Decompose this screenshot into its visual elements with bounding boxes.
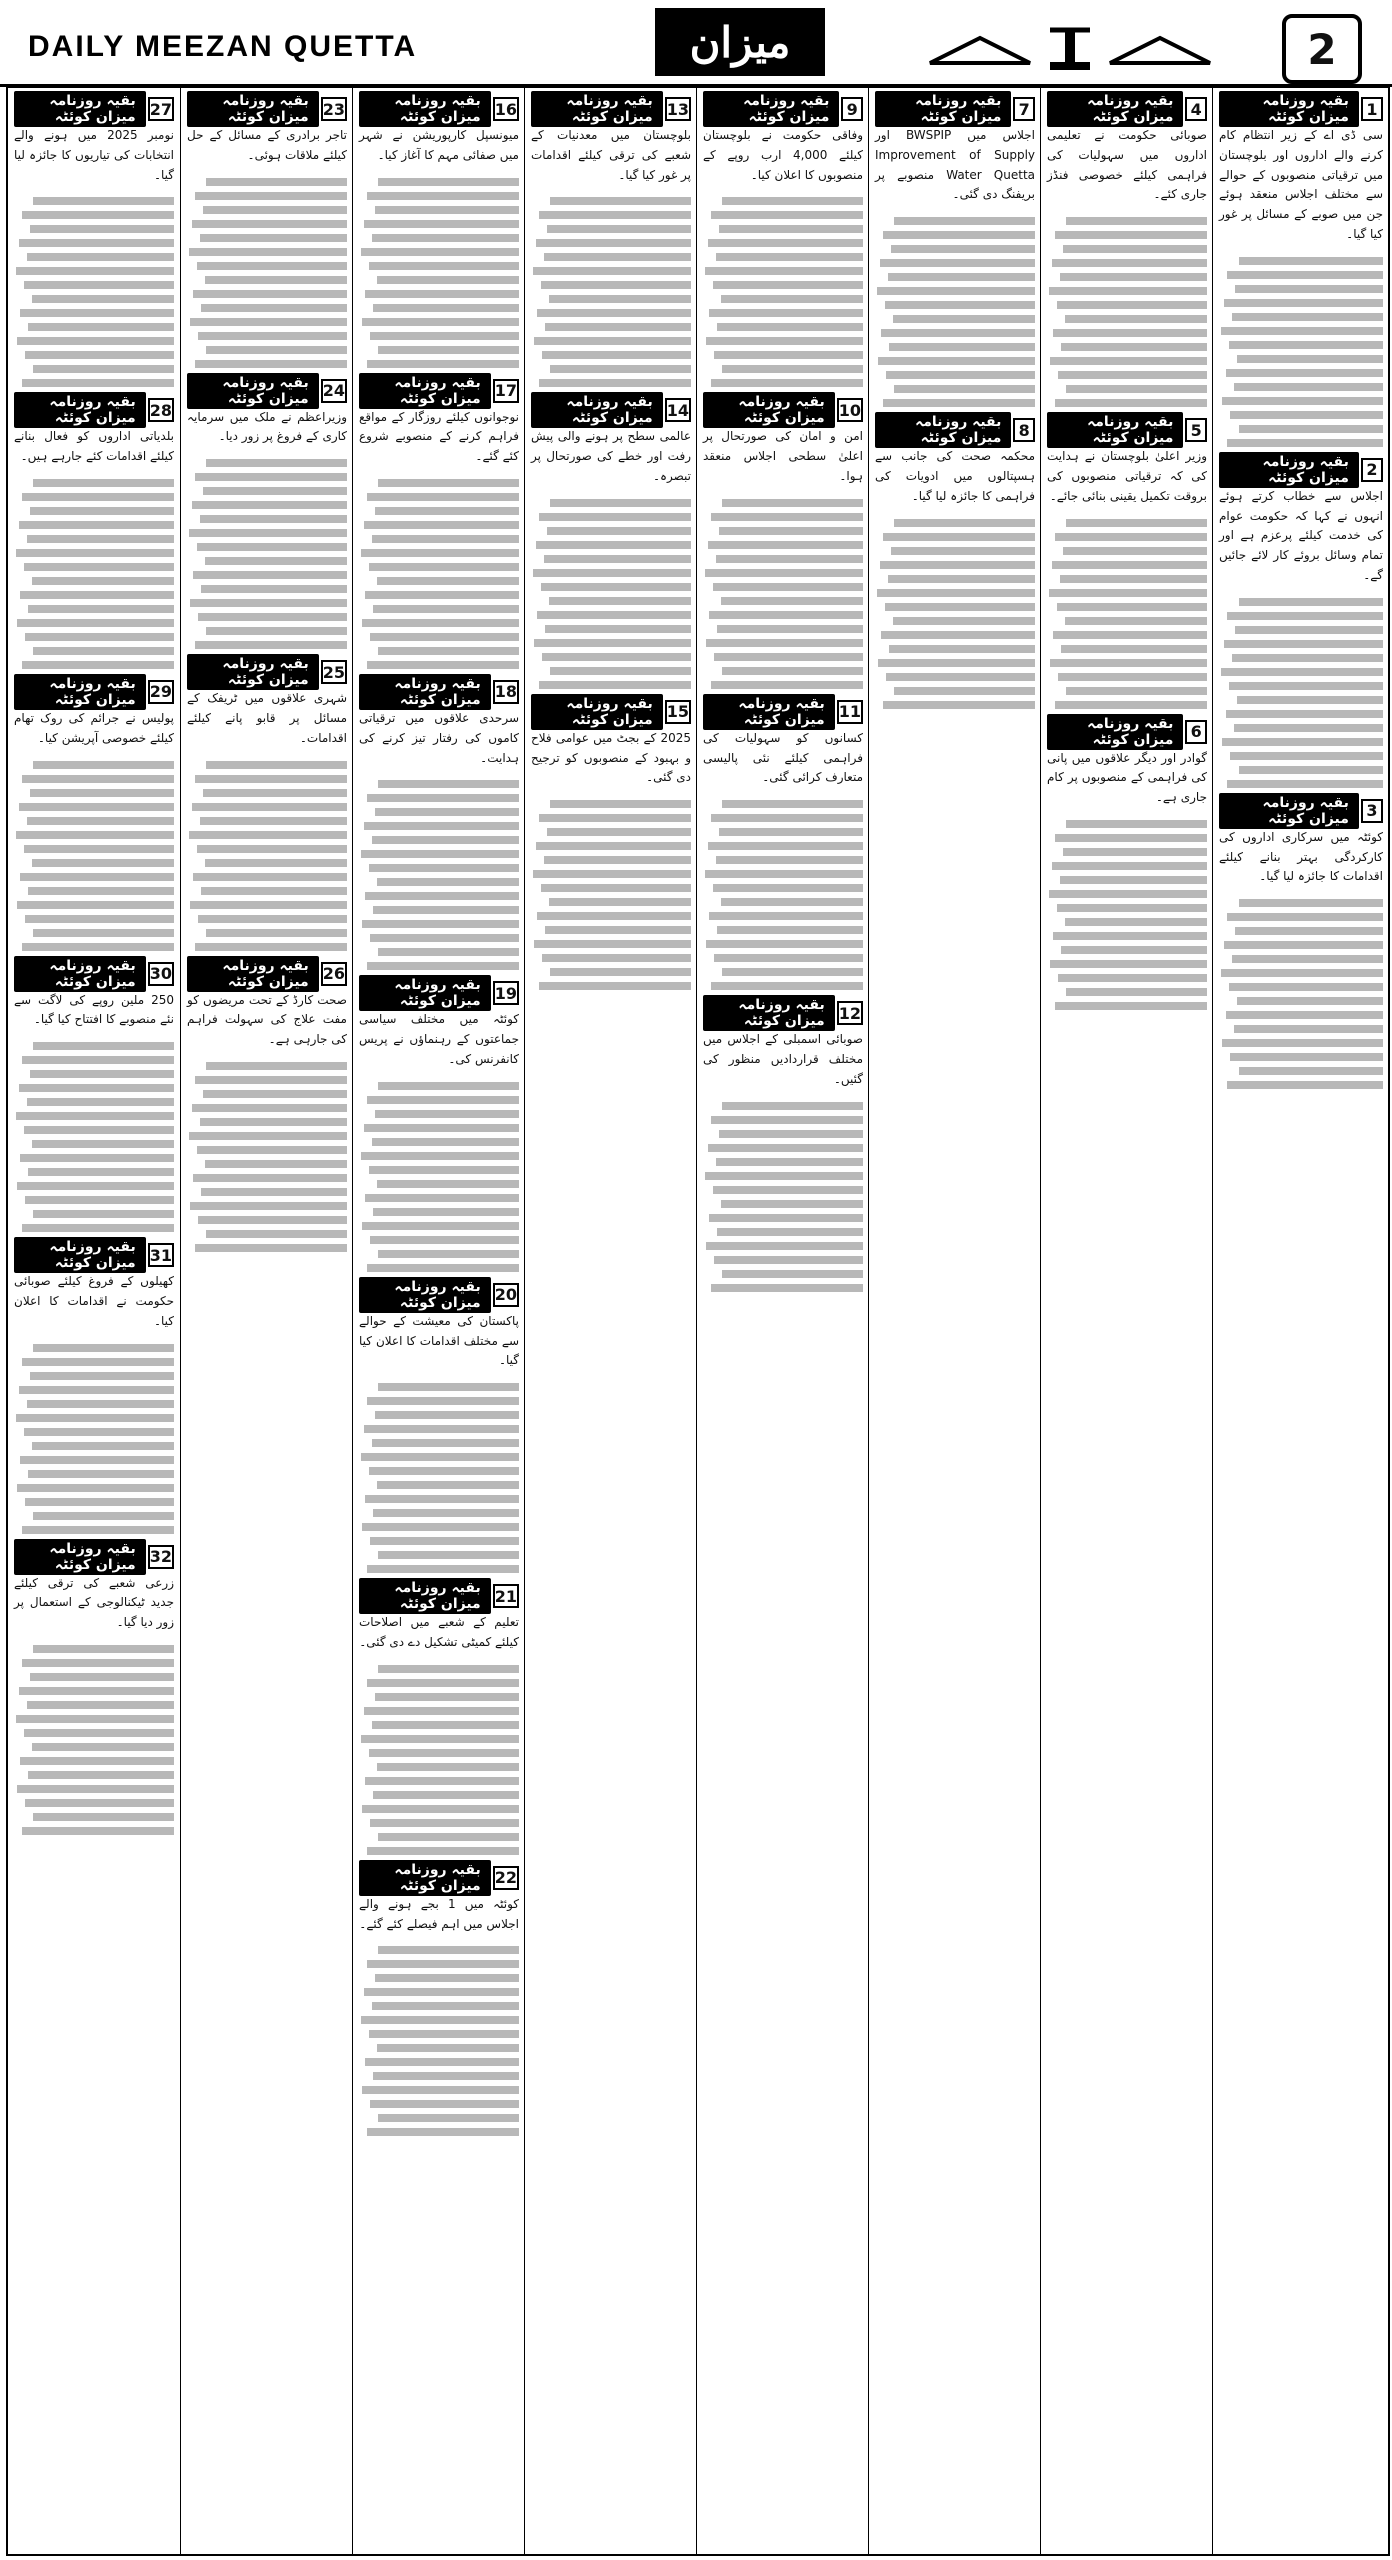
story-body-lines: [703, 499, 863, 689]
story-number: 5: [1185, 418, 1207, 442]
story-number: 29: [148, 680, 174, 704]
story-kicker: [1219, 453, 1383, 486]
kicker-label: بقیہ روزنامہ میزان کوئٹہ: [187, 654, 319, 690]
column-3: [352, 88, 525, 2554]
story-text: بلوچستان میں معدنیات کے شعبے کی ترقی کیلئے اقدامات پر غور کیا گیا۔: [531, 128, 691, 182]
story-text: وزیر اعلیٰ بلوچستان نے ہدایت کی کہ ترقیاتی منصوبوں کی بروقت تکمیل یقینی بنائی جائے۔: [1047, 449, 1207, 503]
story-body-lines: [703, 1102, 863, 1292]
story-kicker: [359, 374, 519, 407]
story-body-lines: [1219, 899, 1383, 1089]
story-number: 28: [148, 398, 174, 422]
story-number: 15: [665, 700, 691, 724]
kicker-label: بقیہ روزنامہ میزان کوئٹہ: [187, 956, 319, 992]
story-body-lines: [14, 1344, 174, 1534]
story-body-lines: [703, 800, 863, 990]
story-kicker: [703, 394, 863, 427]
story-kicker: [1047, 93, 1207, 125]
kicker-label: بقیہ روزنامہ میزان کوئٹہ: [14, 674, 146, 710]
story-number: 20: [493, 1283, 519, 1307]
story-kicker: [875, 93, 1035, 125]
kicker-label: بقیہ روزنامہ میزان کوئٹہ: [359, 674, 491, 710]
kicker-label: بقیہ روزنامہ میزان کوئٹہ: [187, 373, 319, 409]
kicker-label: بقیہ روزنامہ میزان کوئٹہ: [359, 1277, 491, 1313]
story-body-lines: [14, 1645, 174, 1835]
newspaper-logo: میزان: [655, 8, 825, 76]
story-number: 4: [1185, 97, 1207, 121]
story-kicker: [1047, 715, 1207, 748]
story-kicker: [187, 93, 347, 125]
kicker-label: بقیہ روزنامہ میزان کوئٹہ: [359, 91, 491, 127]
story-kicker: [1219, 93, 1383, 125]
story-body-lines: [187, 761, 347, 951]
story-body-lines: [359, 1082, 519, 1272]
column-2: [180, 88, 353, 2554]
story-body-lines: [875, 217, 1035, 407]
story-kicker: [531, 394, 691, 427]
kicker-label: بقیہ روزنامہ میزان کوئٹہ: [359, 1578, 491, 1614]
kicker-label: بقیہ روزنامہ میزان کوئٹہ: [531, 91, 663, 127]
story-number: 21: [493, 1584, 519, 1608]
story-text: کھیلوں کے فروغ کیلئے صوبائی حکومت نے اقدامات کا اعلان کیا۔: [14, 1274, 174, 1328]
story-text: اجلاس میں BWSPIP اور Improvement of Supply Water Quetta منصوبے پر بریفنگ دی گئی۔: [875, 128, 1035, 202]
kicker-label: بقیہ روزنامہ میزان کوئٹہ: [703, 694, 835, 730]
story-kicker: [14, 1540, 174, 1573]
kicker-label: بقیہ روزنامہ میزان کوئٹہ: [875, 412, 1011, 448]
kicker-label: بقیہ روزنامہ میزان کوئٹہ: [14, 1237, 146, 1273]
story-text: صوبائی اسمبلی کے اجلاس میں مختلف قراردادیں منظور کی گئیں۔: [703, 1032, 863, 1086]
story-kicker: [703, 93, 863, 125]
story-text: پولیس نے جرائم کی روک تھام کیلئے خصوصی آپریشن کیا۔: [14, 710, 174, 745]
story-kicker: [703, 695, 863, 728]
story-body-lines: [1219, 598, 1383, 788]
story-body-lines: [187, 459, 347, 649]
story-body-lines: [359, 178, 519, 368]
story-number: 25: [321, 660, 347, 684]
story-kicker: [14, 957, 174, 990]
story-text: صحت کارڈ کے تحت مریضوں کو مفت علاج کی سہولت فراہم کی جارہی ہے۔: [187, 992, 347, 1047]
story-body-lines: [531, 800, 691, 990]
column-4: [524, 88, 697, 2554]
story-number: 10: [837, 398, 863, 422]
story-text: بلدیاتی اداروں کو فعال بنانے کیلئے اقدامات کئے جارہے ہیں۔: [14, 429, 174, 464]
story-kicker: [14, 675, 174, 708]
kicker-label: بقیہ روزنامہ میزان کوئٹہ: [359, 373, 491, 409]
story-body-lines: [359, 479, 519, 669]
story-number: 18: [493, 680, 519, 704]
kicker-label: بقیہ روزنامہ میزان کوئٹہ: [1047, 412, 1183, 448]
kicker-label: بقیہ روزنامہ میزان کوئٹہ: [14, 1539, 146, 1575]
story-text: نوجوانوں کیلئے روزگار کے مواقع فراہم کرنے کے منصوبے شروع کئے گئے۔: [359, 409, 519, 464]
story-kicker: [187, 957, 347, 990]
kicker-label: بقیہ روزنامہ میزان کوئٹہ: [1219, 452, 1359, 488]
story-text: امن و امان کی صورتحال پر اعلیٰ سطحی اجلاس منعقد ہوا۔: [703, 429, 863, 483]
story-number: 11: [837, 700, 863, 724]
kicker-label: بقیہ روزنامہ میزان کوئٹہ: [1047, 714, 1183, 750]
story-body-lines: [1047, 217, 1207, 407]
kicker-label: بقیہ روزنامہ میزان کوئٹہ: [703, 995, 835, 1031]
story-text: کوئٹہ میں سرکاری اداروں کی کارکردگی بہتر بنانے کیلئے اقدامات کا جائزہ لیا گیا۔: [1219, 829, 1383, 884]
story-number: 32: [148, 1545, 174, 1569]
page-number: 2: [1282, 14, 1362, 84]
story-body-lines: [875, 519, 1035, 709]
story-number: 19: [493, 981, 519, 1005]
story-body-lines: [1047, 820, 1207, 1010]
kicker-label: بقیہ روزنامہ میزان کوئٹہ: [14, 392, 146, 428]
story-text: کسانوں کو سہولیات کی فراہمی کیلئے نئی پالیسی متعارف کرائی گئی۔: [703, 730, 863, 785]
balance-scale-icon: [900, 18, 1240, 74]
kicker-label: بقیہ روزنامہ میزان کوئٹہ: [1219, 91, 1359, 127]
story-kicker: [14, 394, 174, 427]
story-number: 16: [493, 97, 519, 121]
kicker-label: بقیہ روزنامہ میزان کوئٹہ: [875, 91, 1011, 127]
story-kicker: [875, 414, 1035, 447]
story-kicker: [359, 977, 519, 1010]
kicker-label: بقیہ روزنامہ میزان کوئٹہ: [14, 91, 146, 127]
kicker-label: بقیہ روزنامہ میزان کوئٹہ: [187, 91, 319, 127]
story-text: عالمی سطح پر ہونے والی پیش رفت اور خطے کی صورتحال پر تبصرہ۔: [531, 429, 691, 483]
story-text: تاجر برادری کے مسائل کے حل کیلئے ملاقات ہوئی۔: [187, 128, 347, 162]
story-body-lines: [187, 178, 347, 368]
story-kicker: [531, 93, 691, 125]
kicker-label: بقیہ روزنامہ میزان کوئٹہ: [359, 1860, 491, 1896]
story-body-lines: [1047, 519, 1207, 709]
masthead: [0, 0, 1392, 87]
story-number: 31: [148, 1243, 174, 1267]
story-text: میونسپل کارپوریشن نے شہر میں صفائی مہم کا آغاز کیا۔: [359, 128, 519, 162]
story-text: گوادر اور دیگر علاقوں میں پانی کی فراہمی کے منصوبوں پر کام جاری ہے۔: [1047, 750, 1207, 805]
story-text: 250 ملین روپے کی لاگت سے نئے منصوبے کا افتتاح کیا گیا۔: [14, 992, 174, 1027]
story-number: 17: [493, 379, 519, 403]
newspaper-sheet: [6, 86, 1390, 2556]
story-text: شہری علاقوں میں ٹریفک کے مسائل پر قابو پانے کیلئے اقدامات۔: [187, 691, 347, 745]
story-text: زرعی شعبے کی ترقی کیلئے جدید ٹیکنالوجی کے استعمال پر زور دیا گیا۔: [14, 1575, 174, 1630]
story-body-lines: [1219, 257, 1383, 447]
story-text: کوئٹہ میں مختلف سیاسی جماعتوں کے رہنماؤں نے پریس کانفرنس کی۔: [359, 1012, 519, 1066]
story-kicker: [703, 997, 863, 1030]
story-body-lines: [703, 197, 863, 387]
story-number: 7: [1013, 97, 1035, 121]
column-5: [696, 88, 869, 2554]
story-body-lines: [14, 1042, 174, 1232]
story-number: 26: [321, 962, 347, 986]
story-body-lines: [359, 1665, 519, 1855]
story-kicker: [187, 656, 347, 689]
story-kicker: [14, 93, 174, 125]
story-kicker: [359, 1861, 519, 1894]
kicker-label: بقیہ روزنامہ میزان کوئٹہ: [531, 694, 663, 730]
story-text: اجلاس سے خطاب کرتے ہوئے انہوں نے کہا کہ حکومت عوام کی خدمت کیلئے پرعزم ہے اور تمام وسائل بروئے کار لائے جائیں گے۔: [1219, 488, 1383, 582]
story-number: 14: [665, 398, 691, 422]
kicker-label: بقیہ روزنامہ میزان کوئٹہ: [14, 956, 146, 992]
column-8: [1212, 88, 1389, 2554]
story-body-lines: [359, 780, 519, 970]
story-body-lines: [359, 1946, 519, 2136]
story-kicker: [1219, 794, 1383, 827]
story-number: 27: [148, 97, 174, 121]
story-text: وزیراعظم نے ملک میں سرمایہ کاری کے فروغ پر زور دیا۔: [187, 409, 347, 444]
kicker-label: بقیہ روزنامہ میزان کوئٹہ: [359, 975, 491, 1011]
story-number: 9: [841, 97, 863, 121]
story-body-lines: [531, 197, 691, 387]
story-number: 23: [321, 97, 347, 121]
story-body-lines: [14, 761, 174, 951]
story-text: صوبائی حکومت نے تعلیمی اداروں میں سہولیات کی فراہمی کیلئے خصوصی فنڈز جاری کئے۔: [1047, 128, 1207, 202]
story-text: 2025 کے بجٹ میں عوامی فلاح و بہبود کے منصوبوں کو ترجیح دی گئی۔: [531, 730, 691, 785]
kicker-label: بقیہ روزنامہ میزان کوئٹہ: [531, 392, 663, 428]
story-text: کوئٹہ میں 1 بجے ہونے والے اجلاس میں اہم فیصلے کئے گئے۔: [359, 1896, 520, 1931]
story-text: تعلیم کے شعبے میں اصلاحات کیلئے کمیٹی تشکیل دے دی گئی۔: [359, 1615, 519, 1649]
story-text: پاکستان کی معیشت کے حوالے سے مختلف اقدامات کا اعلان کیا گیا۔: [359, 1313, 519, 1368]
story-kicker: [531, 695, 691, 728]
story-kicker: [1047, 414, 1207, 447]
story-number: 12: [837, 1001, 863, 1025]
column-7: [1040, 88, 1213, 2554]
story-number: 22: [493, 1866, 519, 1890]
column-1: [8, 88, 180, 2554]
masthead-title: DAILY MEEZAN QUETTA: [28, 30, 418, 63]
kicker-label: بقیہ روزنامہ میزان کوئٹہ: [1219, 793, 1359, 829]
story-kicker: [359, 1580, 519, 1613]
kicker-label: بقیہ روزنامہ میزان کوئٹہ: [703, 392, 835, 428]
story-text: نومبر 2025 میں ہونے والے انتخابات کی تیاریوں کا جائزہ لیا گیا۔: [14, 128, 174, 182]
story-number: 1: [1361, 97, 1383, 121]
story-text: سی ڈی اے کے زیر انتظام کام کرنے والے اداروں اور بلوچستان میں ترقیاتی منصوبوں کے حوالے سے مختلف اجلاس منعقد ہوئے جن میں صوبے کے مسائل پر غور کیا گیا۔: [1219, 128, 1383, 241]
story-kicker: [187, 374, 347, 407]
story-number: 13: [665, 97, 691, 121]
story-kicker: [359, 675, 519, 708]
story-number: 2: [1361, 458, 1383, 482]
column-6: [868, 88, 1041, 2554]
story-body-lines: [14, 197, 174, 387]
story-body-lines: [359, 1383, 519, 1573]
story-text: وفاقی حکومت نے بلوچستان کیلئے 4,000 ارب روپے کے منصوبوں کا اعلان کیا۔: [703, 128, 863, 182]
story-body-lines: [187, 1062, 347, 1252]
story-number: 6: [1185, 720, 1207, 744]
kicker-label: بقیہ روزنامہ میزان کوئٹہ: [703, 91, 839, 127]
story-number: 24: [321, 379, 347, 403]
kicker-label: بقیہ روزنامہ میزان کوئٹہ: [1047, 91, 1183, 127]
story-body-lines: [14, 479, 174, 669]
story-number: 30: [148, 962, 174, 986]
story-body-lines: [531, 499, 691, 689]
story-kicker: [14, 1239, 174, 1272]
story-number: 8: [1013, 418, 1035, 442]
story-kicker: [359, 1278, 519, 1311]
story-number: 3: [1361, 799, 1383, 823]
story-kicker: [359, 93, 519, 125]
story-text: سرحدی علاقوں میں ترقیاتی کاموں کی رفتار تیز کرنے کی ہدایت۔: [359, 710, 519, 765]
story-text: محکمہ صحت کی جانب سے ہسپتالوں میں ادویات کی فراہمی کا جائزہ لیا گیا۔: [875, 449, 1035, 503]
